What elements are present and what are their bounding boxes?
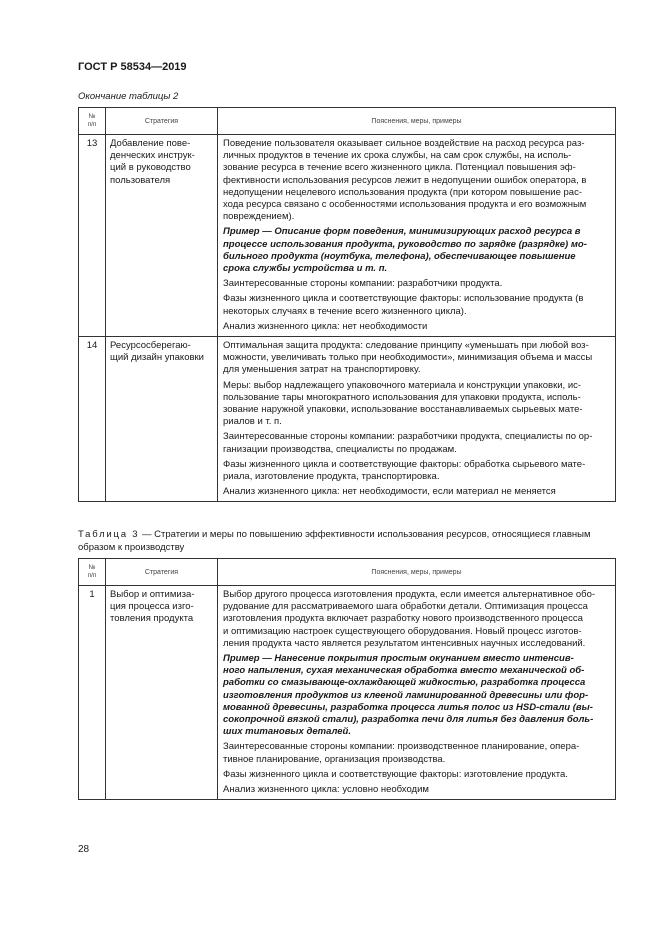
stakeholders-paragraph: Заинтересованные стороны компании: разработчики продукта, специалисты по ор- ганизации производства, специалисты по продажам. (223, 431, 593, 455)
table3-caption (78, 528, 618, 554)
row-explanation (218, 135, 616, 337)
lifecycle-phases-paragraph: Фазы жизненного цикла и соответствующие факторы: обработка сырьевого мате- риала, изготовление продукта, транспортировка. (223, 458, 586, 483)
column-header-number: № п/п (79, 559, 106, 586)
row-strategy: Добавление пове- денческих инструк- ций в руководство пользователя (106, 135, 218, 337)
column-header-strategy: Стратегия (106, 559, 218, 586)
table-3 (78, 558, 616, 800)
row-number: 14 (79, 337, 106, 502)
row-number: 1 (79, 586, 106, 800)
row-strategy: Ресурсосберегаю- щий дизайн упаковки (106, 337, 218, 502)
row-number: 13 (79, 135, 106, 337)
table-header-row (79, 559, 616, 586)
lifecycle-analysis-paragraph: Анализ жизненного цикла: нет необходимости, если материал не меняется (223, 486, 556, 498)
stakeholders-paragraph: Заинтересованные стороны компании: разработчики продукта. (223, 278, 503, 290)
page-number: 28 (78, 844, 90, 855)
table-header-row (79, 108, 616, 135)
stakeholders-paragraph: Заинтересованные стороны компании: производственное планирование, опера- тивное планирование, организация производства. (223, 741, 580, 765)
explanation-paragraph: Поведение пользователя оказывает сильное воздействие на расход ресурса раз- личных продуктов в течение их срока службы, на сам срок службы, на исполь- зование ресурса в течение всего жизненного цикла. Потенциал повышения эф- фективности использования ресурсов лежит в недопущении ошибок оператора, в недопущении нецелевого использования продукта (при котором повышение рас- хода ресурса связано с особенностями использования продукта и его возможным повреждением). (223, 138, 587, 223)
example-paragraph: Пример — Нанесение покрытия простым окунанием вместо интенсив- ного напыления, сухая механическая обработка вместо механической об- работки со смазывающе-охлаждающей жидкостью, разработка процесса изготовления продуктов из клееной ламинированной древесины или фор- мованной древесины, разработка процесса литья полос из HSD-стали (вы- сокопрочной вязкой стали), разработка печи для литья без давления боль- ших титановых деталей. (223, 653, 594, 738)
column-header-strategy: Стратегия (106, 108, 218, 135)
column-header-number: № п/п (79, 108, 106, 135)
column-header-explanation: Пояснения, меры, примеры (218, 559, 616, 586)
table-2 (78, 107, 616, 502)
table-row (79, 135, 616, 337)
table2-caption: Окончание таблицы 2 (78, 91, 179, 102)
table3-caption-label: Таблица 3 (78, 529, 140, 540)
lifecycle-analysis-paragraph: Анализ жизненного цикла: нет необходимости (223, 320, 428, 332)
lifecycle-phases-paragraph: Фазы жизненного цикла и соответствующие факторы: изготовление продукта. (223, 768, 568, 780)
row-explanation (218, 337, 616, 502)
column-header-explanation: Пояснения, меры, примеры (218, 108, 616, 135)
example-paragraph: Пример — Описание форм поведения, минимизирующих расход ресурса в процессе использования продукта, руководство по зарядке (разрядке) мо- бильного продукта (ноутбука, телефона), обеспечивающее повышение срока службы устройства и т. п. (223, 226, 587, 275)
explanation-paragraph: Оптимальная защита продукта: следование принципу «уменьшать при любой воз- можности, увеличивать только при необходимости», минимизация объема и массы для уменьшения затрат на транспортировку. (223, 340, 593, 376)
row-explanation (218, 586, 616, 800)
document-code: ГОСТ Р 58534—2019 (78, 61, 187, 73)
table3-caption-text: — Стратегии и меры по повышению эффективности использования ресурсов, относящиеся главным образом к производству (78, 529, 591, 553)
lifecycle-analysis-paragraph: Анализ жизненного цикла: условно необходим (223, 784, 429, 796)
table-row (79, 337, 616, 502)
table-row (79, 586, 616, 800)
explanation-paragraph: Выбор другого процесса изготовления продукта, если имеется альтернативное обо- рудование для рассматриваемого шага обработки детали. Оптимизация процесса изготовления продукта включает разработку нового производственного процесса и оптимизацию настроек существующего оборудования. Новый процесс изготов- ления продукта часто является результатом интенсивных научных исследований. (223, 589, 596, 649)
row-strategy: Выбор и оптимиза- ция процесса изго- товления продукта (106, 586, 218, 800)
measures-paragraph: Меры: выбор надлежащего упаковочного материала и конструкции упаковки, ис- пользование тары многократного использования для упаковки продукта, исполь- зование наружной упаковки, использование восстанавливаемых сырьевых мате- риалов и т. п. (223, 379, 583, 428)
lifecycle-phases-paragraph: Фазы жизненного цикла и соответствующие факторы: использование продукта (в некоторых случаях в течение всего жизненного цикла). (223, 293, 584, 317)
